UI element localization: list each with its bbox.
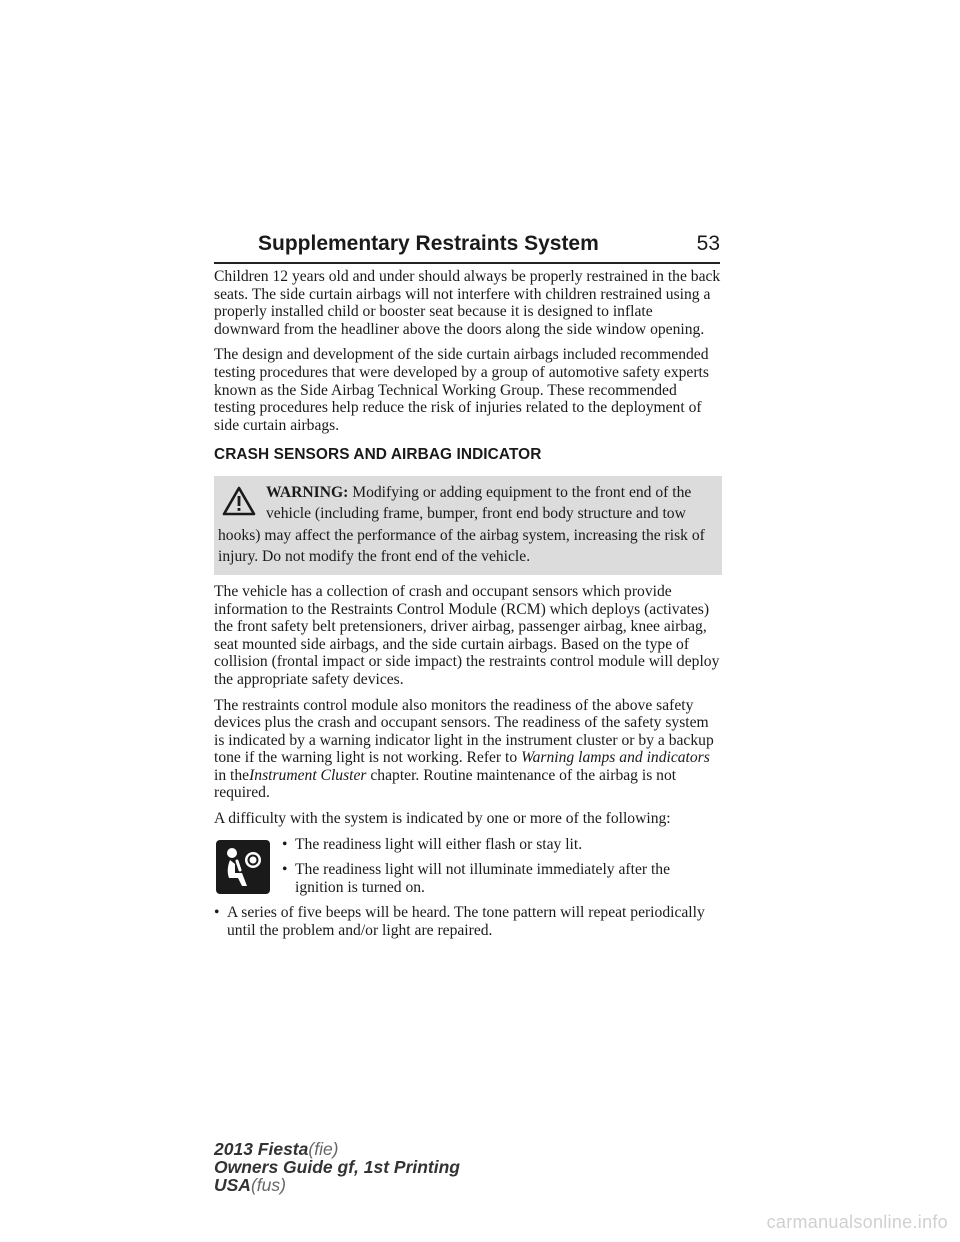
paragraph-design: The design and development of the side curtain airbags included recommended testing procedures that were developed by a group of automotive safety experts known as the Side Airbag Technical Working Group. These recommended testing procedures help reduce the risk of injuries related to the deployment of side curtain airbags.	[214, 346, 709, 434]
footer-market: USA	[214, 1175, 251, 1195]
link-instrument-cluster: Instrument Cluster	[249, 766, 367, 784]
footer-guide: Owners Guide gf, 1st Printing	[214, 1157, 460, 1177]
warning-text: Modifying or adding equipment to the front end of the vehicle (including frame, bumper, front end body structure and tow hooks) may affect the performance of the airbag system, increasing the risk of injury. Do not modify the front end of the vehicle.	[218, 483, 705, 566]
warning-box	[214, 476, 722, 575]
monitor-text-end: chapter. Routine maintenance of the airbag is not required.	[214, 766, 677, 802]
bullet-dot: •	[214, 904, 220, 922]
page-content	[214, 268, 722, 940]
page-header	[214, 228, 720, 264]
page-number: 53	[696, 232, 720, 255]
paragraph-children: Children 12 years old and under should always be properly restrained in the back seats. The side curtain airbags will not interfere with children restrained using a properly installed child or booster seat because it is designed to inflate downward from the headliner above the doors along the side window opening.	[214, 268, 721, 338]
paragraph-monitor	[214, 697, 722, 803]
warning-label: WARNING:	[266, 483, 349, 501]
footer-model: 2013 Fiesta	[214, 1139, 309, 1159]
bullet-dot: •	[282, 835, 288, 853]
list-item: • The readiness light will either flash or stay lit.	[282, 835, 583, 853]
monitor-text-start: The restraints control module also monitors the readiness of the above safety devices plus the crash and occupant sensors. The readiness of the safety system is indicated by a warning indicator light in the instrument cluster or by a backup tone if the warning light is not working. Refer to	[214, 696, 714, 767]
warning-triangle-icon	[222, 486, 256, 516]
indicator-list-block	[214, 836, 722, 897]
monitor-text-mid: in the	[214, 766, 250, 784]
beep-bullet-list	[214, 904, 722, 939]
chapter-title: Supplementary Restraints System	[258, 232, 599, 255]
list-item: • The readiness light will not illuminate immediately after the ignition is turned on.	[282, 861, 671, 896]
paragraph-sensors: The vehicle has a collection of crash and occupant sensors which provide information to the Restraints Control Module (RCM) which deploys (activates) the front safety belt pretensioners, driver airbag, passenger airbag, knee airbag, seat mounted side airbags, and the side curtain airbags. Based on the type of collision (frontal impact or side impact) the restraints control module will deploy the appropriate safety devices.	[214, 582, 720, 688]
bullet-dot: •	[282, 861, 288, 879]
link-warning-lamps: Warning lamps and indicators	[521, 749, 710, 767]
list-item: • A series of five beeps will be heard. The tone pattern will repeat periodically until the problem and/or light are repaired.	[214, 904, 705, 940]
footer-market-code: (fus)	[250, 1175, 286, 1195]
paragraph-difficulty: A difficulty with the system is indicated by one or more of the following:	[214, 810, 671, 828]
print-footer	[214, 1140, 460, 1194]
section-heading: CRASH SENSORS AND AIRBAG INDICATOR	[214, 446, 542, 464]
indicator-bullet-list	[214, 836, 722, 897]
footer-model-code: (fie)	[308, 1139, 339, 1159]
watermark: carmanualsonline.info	[766, 1212, 948, 1232]
